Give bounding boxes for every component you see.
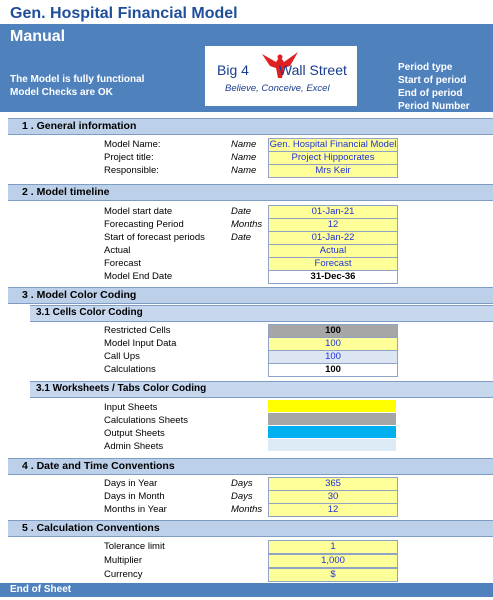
responsible-field[interactable]: Mrs Keir <box>268 164 398 178</box>
section-calculation: 5 . Calculation Conventions <box>8 520 493 537</box>
row-unit: Months <box>231 504 263 515</box>
row-label: Start of forecast periods <box>104 232 205 243</box>
status-functional: The Model is fully functional <box>10 74 145 85</box>
row-label: Days in Month <box>104 491 165 502</box>
row-label: Restricted Cells <box>104 325 171 336</box>
row-label: Responsible: <box>104 165 159 176</box>
row-label: Output Sheets <box>104 428 165 439</box>
end-period-label: End of period <box>398 88 463 99</box>
months-in-year-field[interactable]: 12 <box>268 503 398 517</box>
start-period-label: Start of period <box>398 75 467 86</box>
row-label: Calculations <box>104 364 156 375</box>
header-banner <box>0 24 493 112</box>
admin-sheets-swatch <box>268 439 396 451</box>
row-label: Currency <box>104 569 143 580</box>
forecast-field[interactable]: Forecast <box>268 257 398 271</box>
section-general: 1 . General information <box>8 118 493 135</box>
row-unit: Days <box>231 491 253 502</box>
model-end-date-field: 31-Dec-36 <box>268 270 398 284</box>
row-unit: Date <box>231 206 252 217</box>
row-label: Input Sheets <box>104 402 158 413</box>
period-type-label: Period type <box>398 62 453 73</box>
calculations-sample: 100 <box>268 363 398 377</box>
period-number-label: Period Number <box>398 101 470 112</box>
logo-brand: Big 4 Wall Street <box>217 62 347 78</box>
row-label: Forecast <box>104 258 141 269</box>
status-checks: Model Checks are OK <box>10 87 113 98</box>
subsection-cells: 3.1 Cells Color Coding <box>30 305 493 322</box>
section-color-coding: 3 . Model Color Coding <box>8 287 493 304</box>
input-data-sample[interactable]: 100 <box>268 337 398 351</box>
row-label: Admin Sheets <box>104 441 164 452</box>
row-label: Days in Year <box>104 478 158 489</box>
end-of-sheet-bar: End of Sheet <box>0 583 493 597</box>
company-logo <box>205 46 357 106</box>
row-label: Multiplier <box>104 555 143 566</box>
call-ups-sample: 100 <box>268 350 398 364</box>
title-bar <box>0 2 266 26</box>
multiplier-field[interactable]: 1,000 <box>268 554 398 568</box>
row-label: Model Input Data <box>104 338 177 349</box>
model-title: Gen. Hospital Financial Model <box>10 5 238 22</box>
row-unit: Date <box>231 232 252 243</box>
row-label: Project title: <box>104 152 154 163</box>
input-sheets-swatch <box>268 400 396 412</box>
row-unit: Name <box>231 165 257 176</box>
row-label: Actual <box>104 245 131 256</box>
row-label: Calculations Sheets <box>104 415 188 426</box>
model-start-date-field[interactable]: 01-Jan-21 <box>268 205 398 219</box>
forecast-start-field[interactable]: 01-Jan-22 <box>268 231 398 245</box>
days-in-month-field[interactable]: 30 <box>268 490 398 504</box>
row-label: Tolerance limit <box>104 541 165 552</box>
row-unit: Days <box>231 478 253 489</box>
tolerance-field[interactable]: 1 <box>268 540 398 554</box>
project-title-field[interactable]: Project Hippocrates <box>268 151 398 165</box>
row-label: Forecasting Period <box>104 219 184 230</box>
calculation-sheets-swatch <box>268 413 396 425</box>
row-unit: Name <box>231 139 257 150</box>
logo-tagline: Believe, Conceive, Excel <box>225 83 330 94</box>
forecasting-period-field[interactable]: 12 <box>268 218 398 232</box>
row-label: Model Name: <box>104 139 161 150</box>
row-label: Model start date <box>104 206 173 217</box>
section-date-time: 4 . Date and Time Conventions <box>8 458 493 475</box>
row-label: Model End Date <box>104 271 173 282</box>
restricted-cells-sample: 100 <box>268 324 398 338</box>
manual-heading: Manual <box>10 28 66 45</box>
row-label: Months in Year <box>104 504 167 515</box>
model-name-field[interactable]: Gen. Hospital Financial Model <box>269 139 397 150</box>
currency-field[interactable]: $ <box>268 568 398 582</box>
row-unit: Name <box>231 152 257 163</box>
days-in-year-field[interactable]: 365 <box>268 477 398 491</box>
subsection-tabs: 3.1 Worksheets / Tabs Color Coding <box>30 381 493 398</box>
output-sheets-swatch <box>268 426 396 438</box>
section-timeline: 2 . Model timeline <box>8 184 493 201</box>
row-unit: Months <box>231 219 263 230</box>
row-label: Call Ups <box>104 351 140 362</box>
actual-field[interactable]: Actual <box>268 244 398 258</box>
